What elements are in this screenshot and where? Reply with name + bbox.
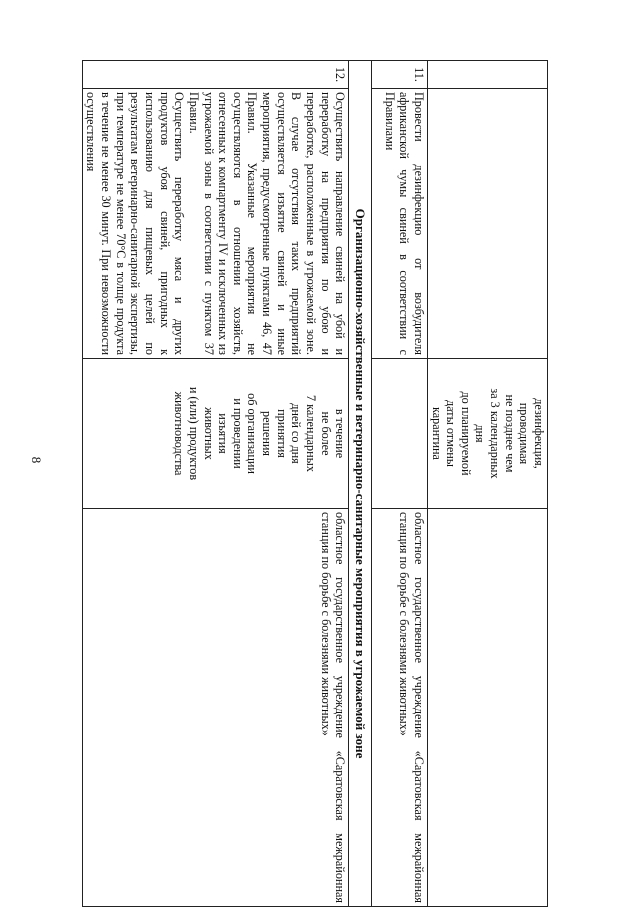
cell-measure-empty <box>427 89 547 359</box>
deadline-line: животноводства <box>172 391 187 476</box>
section-header-row <box>349 61 372 907</box>
page-number: 8 <box>29 456 44 464</box>
row-number: 12. <box>82 61 349 89</box>
deadline-line: принятия <box>274 409 289 458</box>
deadline-line: не более <box>318 411 333 456</box>
table-row-continued <box>427 61 547 907</box>
deadline-line: карантина <box>429 407 444 460</box>
responsible-text: областное государственное учреждение «Саратовская межрайонная станция по борьбе с болезнями животных» <box>371 509 427 907</box>
deadline-line: за 3 календарных <box>488 388 503 479</box>
deadline-line: дней со дня <box>289 403 304 464</box>
deadline-line: и (или) продуктов <box>186 386 201 481</box>
cell-responsible-empty <box>427 509 547 907</box>
row-number: 11. <box>371 61 427 89</box>
cell-deadline <box>82 359 349 509</box>
deadline-line: даты отмены <box>444 400 459 467</box>
cell-number-empty <box>427 61 547 89</box>
responsible-text: областное государственное учреждение «Саратовская межрайонная станция по борьбе с болезнями животных» <box>82 509 349 907</box>
deadline-line: 7 календарных <box>304 395 318 472</box>
measures-table <box>82 60 548 907</box>
cell-deadline-continued <box>427 359 547 509</box>
deadline-line: дня <box>473 424 488 443</box>
deadline-line: дезинфекция, <box>532 398 546 469</box>
table-row-11 <box>371 61 427 907</box>
deadline-line: до планируемой <box>458 391 473 476</box>
rotated-table-container <box>82 60 548 906</box>
measure-paragraph-1: Осуществить направление свиней на убой и переработку на предприятия по убою и переработке, расположенные в угрожаемой зоне. В случае отсутствия таких предприятий осуществляется изъятие свиней и иные мероприятия, предусмотренные пунктами 46, 47 Правил. Указанные мероприятия не осуществляются в отношении хозяйств, отнесенных к компартменту IV и исключенных из угрожаемой зоны в соответствии с пунктом 37 Правил. <box>186 92 348 355</box>
section-title: Организационно-хозяйственные и ветеринарно-санитарные мероприятия в угрожаемой зоне <box>349 61 372 907</box>
deadline-line: проводимая <box>517 402 532 465</box>
deadline-line: не позднее чем <box>502 394 517 473</box>
deadline-line: животных <box>201 407 216 460</box>
measure-text: Провести дезинфекцию от возбудителя африканской чумы свиней в соответствии с Правилами <box>371 89 427 359</box>
cell-deadline-empty <box>371 359 427 509</box>
deadline-line: в течение <box>333 408 348 459</box>
deadline-line: изъятия <box>216 413 231 454</box>
measure-paragraph-2: Осуществить переработку мяса и других продуктов убоя свиней, пригодных к использованию для пищевых целей по результатам ветеринарно-санитарной экспертизы, при температуре не менее 70°C в толще продукта в течение не менее 30 минут. При невозможности осуществления <box>84 92 187 355</box>
measure-text <box>82 89 349 359</box>
table-row-12 <box>82 61 349 907</box>
deadline-line: об организации <box>245 393 260 474</box>
deadline-line: решения <box>260 411 275 456</box>
deadline-line: и проведении <box>230 398 245 469</box>
